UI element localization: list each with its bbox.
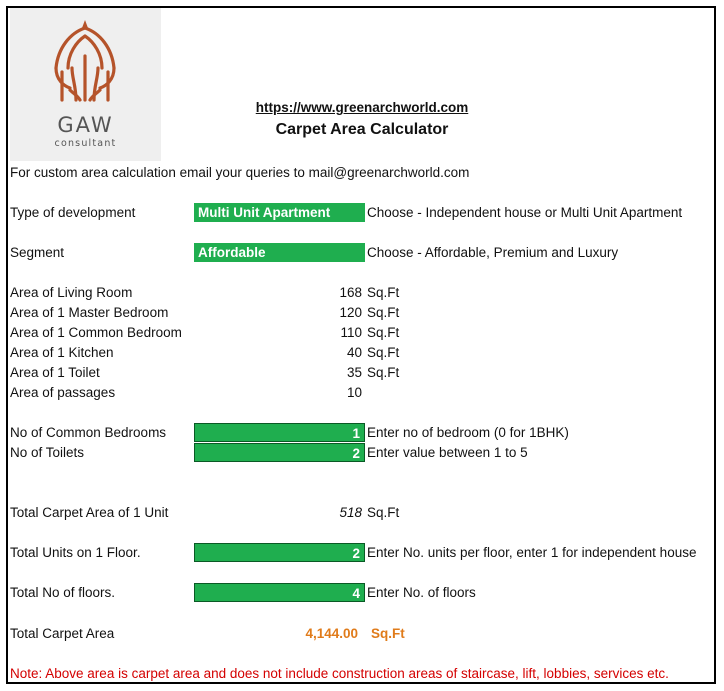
company-logo bbox=[10, 8, 161, 161]
total-area-label: Total Carpet Area bbox=[10, 626, 115, 641]
units-floor-label: Total Units on 1 Floor. bbox=[10, 545, 141, 560]
area-toilet-unit: Sq.Ft bbox=[367, 365, 400, 380]
area-master-unit: Sq.Ft bbox=[367, 305, 400, 320]
development-label: Type of development bbox=[10, 205, 136, 220]
arch-logo-icon bbox=[10, 8, 161, 118]
area-kitchen-unit: Sq.Ft bbox=[367, 345, 400, 360]
bedrooms-input[interactable]: 1 bbox=[194, 423, 365, 442]
development-select[interactable]: Multi Unit Apartment bbox=[194, 203, 365, 222]
area-toilet-value: 35 bbox=[346, 365, 362, 380]
unit-total-unit: Sq.Ft bbox=[367, 505, 400, 520]
area-passages-value: 10 bbox=[346, 385, 362, 400]
area-passages-label: Area of passages bbox=[10, 385, 116, 400]
floors-hint: Enter No. of floors bbox=[367, 585, 476, 600]
logo-subtitle: consultant bbox=[54, 138, 117, 149]
floors-label: Total No of floors. bbox=[10, 585, 116, 600]
segment-hint: Choose - Affordable, Premium and Luxury bbox=[367, 245, 619, 260]
toilets-hint: Enter value between 1 to 5 bbox=[367, 445, 528, 460]
disclaimer-note: Note: Above area is carpet area and does not include construction areas of staircase, lift, lobbies, services etc. bbox=[10, 666, 669, 681]
segment-label: Segment bbox=[10, 245, 65, 260]
page-title: Carpet Area Calculator bbox=[275, 121, 449, 138]
development-hint: Choose - Independent house or Multi Unit Apartment bbox=[367, 205, 683, 220]
area-master-value: 120 bbox=[339, 305, 362, 320]
bedrooms-hint: Enter no of bedroom (0 for 1BHK) bbox=[367, 425, 569, 440]
area-master-label: Area of 1 Master Bedroom bbox=[10, 305, 169, 320]
bedrooms-label: No of Common Bedrooms bbox=[10, 425, 167, 440]
total-area-unit: Sq.Ft bbox=[371, 626, 405, 641]
intro-text: For custom area calculation email your queries to mail@greenarchworld.com bbox=[10, 165, 470, 180]
toilets-input[interactable]: 2 bbox=[194, 443, 365, 462]
total-area-value: 4,144.00 bbox=[305, 626, 358, 641]
area-toilet-label: Area of 1 Toilet bbox=[10, 365, 100, 380]
unit-total-label: Total Carpet Area of 1 Unit bbox=[10, 505, 169, 520]
area-kitchen-value: 40 bbox=[346, 345, 362, 360]
logo-wordmark: GAW bbox=[57, 113, 114, 137]
units-floor-input[interactable]: 2 bbox=[194, 543, 365, 562]
website-link[interactable]: https://www.greenarchworld.com bbox=[255, 100, 469, 115]
units-floor-hint: Enter No. units per floor, enter 1 for independent house bbox=[367, 545, 697, 560]
area-common-unit: Sq.Ft bbox=[367, 325, 400, 340]
area-common-value: 110 bbox=[340, 325, 362, 340]
area-living-unit: Sq.Ft bbox=[367, 285, 400, 300]
toilets-label: No of Toilets bbox=[10, 445, 85, 460]
area-kitchen-label: Area of 1 Kitchen bbox=[10, 345, 114, 360]
floors-input[interactable]: 4 bbox=[194, 583, 365, 602]
unit-total-value: 518 bbox=[339, 505, 362, 520]
area-common-label: Area of 1 Common Bedroom bbox=[10, 325, 182, 340]
area-living-label: Area of Living Room bbox=[10, 285, 133, 300]
segment-select[interactable]: Affordable bbox=[194, 243, 365, 262]
area-living-value: 168 bbox=[339, 285, 362, 300]
